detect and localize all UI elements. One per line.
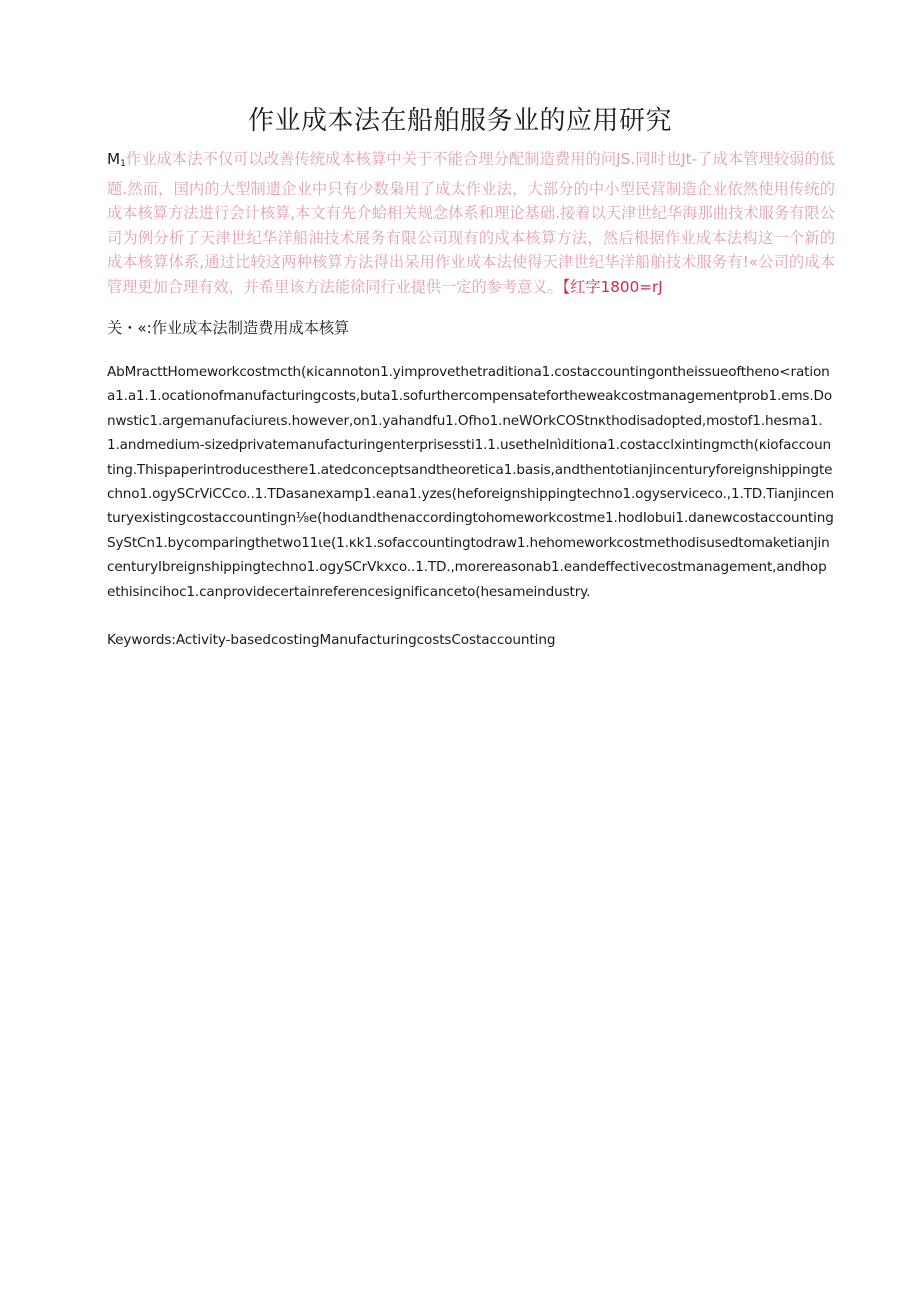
abstract-cn-body: 作业成本法不仅可以改善传统成本核算中关于不能合理分配制造费用的问JS.同时也Jt-了成本管理较弱的低题.然而，国内的大型制遗企业中只有少数枭用了成太作业法，大部分的中小型民营制造企业依然使用传统的成本核算方法进行会计核算,本文有先介蛤相关规念体系和理论基础.接着以天津世纪华海那曲技术服务有限公司为例分析了天津世纪华洋船油技术展务有限公司现有的戍本核算方法，然后根据作业成本法构这一个新的成本核算体系,通过比较这两种核算方法得出呆用作业成本法使得天津世纪华洋船舶技术服务有!«公司的成本管理更加合理有效，并希里该方法能徐同行业提供一定的参考意义。: [107, 150, 835, 296]
abstract-cn-lead-text: M: [107, 150, 121, 168]
abstract-english: AbMracttHomeworkcostmcth(κicannoton1.yimprovethetraditiona1.costaccountingontheissueoftheno<rationa1.a1.1.ocationofmanufacturingcosts,buta1.sofurthercompensatefortheweakcostmanagementprob1.ems.Donwstic1.argemanufaciureιs.however,on1.yahandfu1.Ofho1.neWOrkCOStnκthodisadopted,mostof1.hesma1.1.andmedium-sizedprivatemanufacturingenterprisessti1.1.usetheInìditiona1.costacclxintingmcth(κiofaccounting.Thispaperintroducesthere1.atedconceptsandtheoretica1.basis,andthentotianjincenturyforeignshippingtechno1.ogySCrViCCco..1.TDasanexamp1.eana1.yzes(heforeignshippingtechno1.ogyserviceco.,1.TD.Tianjincenturyexistingcostaccountingn⅛e(hodιandthenaccordingtohomeworkcostme1.hodIobui1.danewcostaccountingSyStCn1.bycomparingthetwo11ιe(1.κk1.sofaccountingtodraw1.hehomeworkcostmethodisusedtomaketianjincenturyIbreignshippingtechno1.ogySCrVkxco..1.TD.,morereasonab1.eandeffectivecostmanagement,andhopethisincihoc1.canprovidecertainreferencesignificanceto(hesameindustry.: [107, 364, 834, 600]
keywords-chinese: 关・«:作业成本法制造费用成本核算: [107, 319, 350, 337]
abstract-cn-word-count: 【红字1800=rJ: [562, 277, 663, 296]
keywords-english: Keywords:Activity-basedcostingManufacturingcostsCostaccounting: [107, 632, 556, 648]
abstract-cn-lead-sub: 1: [120, 159, 126, 169]
abstract-chinese: [107, 147, 835, 300]
document-title: 作业成本法在船舶服务业的应用研究: [247, 106, 672, 136]
abstract-cn-lead: [107, 150, 126, 168]
